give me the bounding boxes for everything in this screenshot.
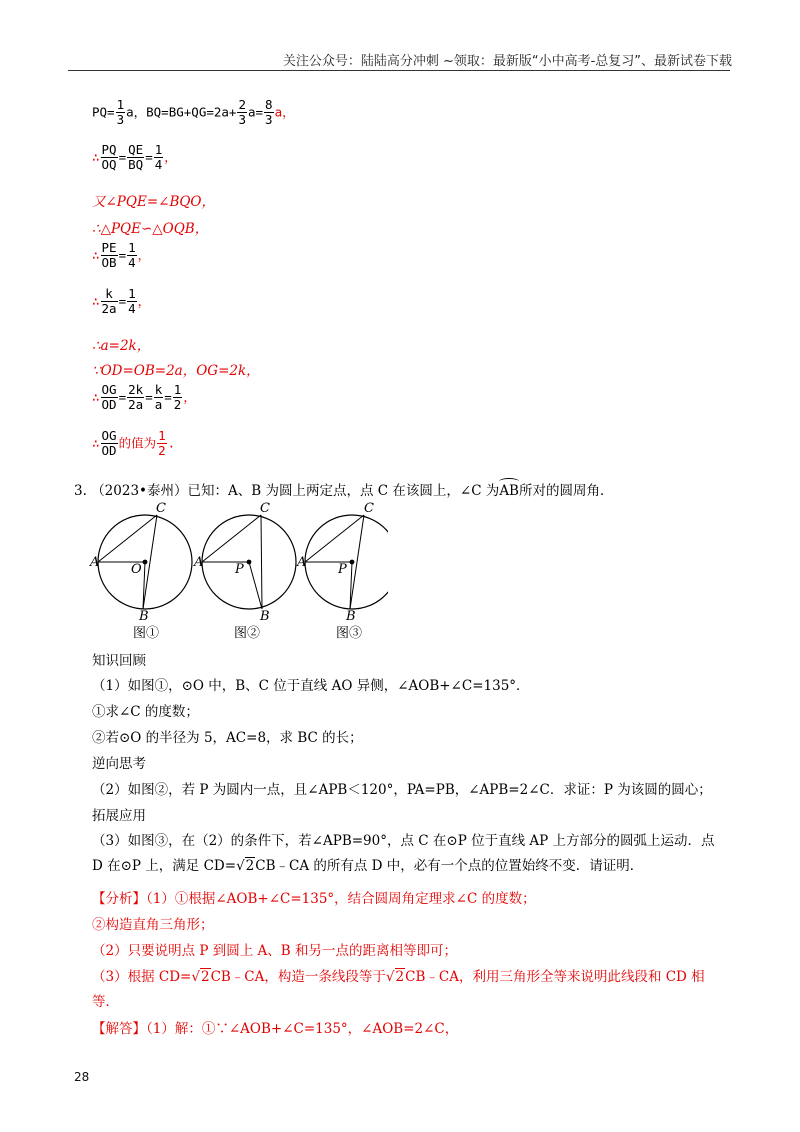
radicand: 2 xyxy=(395,969,405,985)
denominator: 3 xyxy=(116,112,125,128)
denominator: 4 xyxy=(128,301,136,317)
segment-pb xyxy=(249,562,262,609)
numerator: 1 xyxy=(173,382,182,397)
header-rule xyxy=(68,70,730,71)
text-segment: 所对的圆周角． xyxy=(518,483,614,499)
fraction xyxy=(127,383,144,413)
text-segment: （3）根据 CD= xyxy=(92,969,192,985)
solution-line-6 xyxy=(92,287,150,317)
numerator: 1 xyxy=(128,240,136,255)
radicand: 2 xyxy=(200,969,210,985)
section-review: 知识回顾 xyxy=(92,653,146,669)
text-segment: ， xyxy=(137,293,151,309)
fraction xyxy=(101,383,118,413)
question-3-line-2 xyxy=(92,854,643,874)
figure-caption: 图② xyxy=(234,626,261,640)
label-center: O xyxy=(131,562,142,577)
numerator: k xyxy=(154,382,163,397)
solution-line-8: ∵OD=OB=2a，OG=2k， xyxy=(92,363,260,379)
numerator: 8 xyxy=(265,97,273,112)
solution-line-5 xyxy=(92,241,150,271)
figures xyxy=(88,500,388,640)
solution-line-2 xyxy=(92,143,177,173)
label-b: B xyxy=(139,609,149,624)
label-c: C xyxy=(260,501,270,516)
equals: = xyxy=(145,149,153,165)
text-segment: CB﹣CA 的所有点 D 中，必有一个点的位置始终不变．请证明． xyxy=(255,858,644,874)
equals: = xyxy=(118,293,127,309)
text-segment: CB﹣CA，利用三角形全等来说明此线段和 CD 相 xyxy=(405,969,705,985)
text-segment: （1）①根据∠AOB+∠C=135°，结合圆周角定理求∠C 的度数； xyxy=(146,891,536,907)
fraction xyxy=(116,98,126,128)
therefore-symbol: ∴ xyxy=(92,435,100,451)
text-segment: 的值为 xyxy=(118,435,157,451)
analysis-line-5: 等． xyxy=(92,994,119,1010)
numerator: k xyxy=(101,287,118,302)
fraction xyxy=(237,98,247,128)
analysis-line-3: （2）只要说明点 P 到圆上 A、B 和另一点的距离相等即可； xyxy=(92,943,458,959)
text-segment: （1）解：①∵∠AOB+∠C=135°，∠AOB=2∠C， xyxy=(146,1021,459,1037)
denominator: 2 xyxy=(158,443,166,459)
fraction xyxy=(154,143,164,173)
equals: = xyxy=(145,389,153,405)
denominator: OD xyxy=(101,397,117,413)
section-reverse: 逆向思考 xyxy=(92,756,146,772)
numerator: PE xyxy=(101,240,117,255)
solution-line-3: 又∠PQE=∠BQO， xyxy=(92,194,215,210)
solution-line-10 xyxy=(92,429,175,459)
denominator: OD xyxy=(101,443,117,459)
sqrt: √2 xyxy=(236,858,255,874)
solution-tag: 【解答】 xyxy=(92,1021,146,1037)
question-1a: ①求∠C 的度数； xyxy=(92,704,199,720)
center-dot xyxy=(247,560,252,565)
label-b: B xyxy=(346,609,356,624)
denominator: 2a xyxy=(128,397,144,413)
label-a: A xyxy=(297,555,307,570)
fraction xyxy=(101,429,118,459)
analysis-tag: 【分析】 xyxy=(92,891,146,907)
numerator: OG xyxy=(101,428,117,443)
denominator: 4 xyxy=(128,255,136,271)
analysis-line-2: ②构造直角三角形； xyxy=(92,917,214,933)
numerator: 1 xyxy=(154,142,163,157)
denominator: OB xyxy=(101,255,117,271)
segment-cb xyxy=(261,515,262,609)
text-segment: D 在⊙P 上，满足 CD= xyxy=(92,858,237,874)
denominator: BQ xyxy=(128,157,144,173)
question-1b: ②若⊙O 的半径为 5，AC=8，求 BC 的长； xyxy=(92,730,363,746)
numerator: 2k xyxy=(128,382,144,397)
problem-number: 3. xyxy=(74,483,87,499)
text-segment: ， xyxy=(164,149,177,165)
arc-label: AB xyxy=(499,483,519,499)
segment-ac xyxy=(98,515,157,562)
numerator: 1 xyxy=(128,286,136,301)
equals: = xyxy=(118,389,127,405)
denominator: 3 xyxy=(238,112,246,128)
numerator: 1 xyxy=(116,97,125,112)
problem-3-intro xyxy=(74,479,613,499)
page-header: 关注公众号：陆陆高分冲刺 ~领取：最新版“小中高考-总复习”、最新试卷下载 xyxy=(282,54,732,69)
fraction xyxy=(154,383,164,413)
numerator: 2 xyxy=(238,97,246,112)
fraction xyxy=(127,287,137,317)
numerator: QE xyxy=(128,142,144,157)
therefore-symbol: ∴ xyxy=(92,293,100,309)
question-2: （2）如图②，若 P 为圆内一点，且∠APB＜120°，PA=PB，∠APB=2∠C．求证：P 为该圆的圆心； xyxy=(92,782,712,798)
center-dot xyxy=(143,560,148,565)
label-a: A xyxy=(90,555,100,570)
fraction xyxy=(157,429,167,459)
fraction xyxy=(264,98,274,128)
label-c: C xyxy=(364,501,374,516)
question-3-line-1: （3）如图③，在（2）的条件下，若∠APB=90°，点 C 在⊙P 位于直线 AP 上方部分的圆弧上运动．点 xyxy=(92,833,715,849)
analysis-line-1 xyxy=(92,887,536,907)
denominator: 2 xyxy=(173,397,182,413)
figure-3 xyxy=(296,501,388,640)
numerator: OG xyxy=(101,382,117,397)
fraction xyxy=(101,287,118,317)
text-segment: a，BQ=BG+QG=2a+ xyxy=(126,104,237,120)
equals: = xyxy=(118,149,127,165)
radicand: 2 xyxy=(245,858,255,874)
section-extension: 拓展应用 xyxy=(92,808,146,824)
solution-line-9 xyxy=(92,383,196,413)
text-segment: ， xyxy=(137,247,151,263)
label-center: P xyxy=(338,562,347,577)
text-segment: PQ= xyxy=(92,104,115,120)
equals: = xyxy=(118,247,127,263)
label-c: C xyxy=(156,501,166,516)
denominator: 2a xyxy=(101,301,117,317)
fraction xyxy=(101,143,118,173)
denominator: 3 xyxy=(265,112,273,128)
text-segment: a= xyxy=(247,104,264,120)
label-center: P xyxy=(235,562,244,577)
fraction xyxy=(127,241,137,271)
segment-ac xyxy=(305,515,364,562)
segment-ac xyxy=(202,515,261,562)
denominator: a xyxy=(154,397,163,413)
text-segment: ， xyxy=(183,389,196,405)
therefore-symbol: ∴ xyxy=(92,389,100,405)
text-segment: . xyxy=(167,435,176,451)
fraction xyxy=(127,143,144,173)
arc-mark xyxy=(499,478,519,485)
analysis-line-4 xyxy=(92,965,705,985)
denominator: OQ xyxy=(101,157,117,173)
figure-1 xyxy=(89,501,192,640)
question-1: （1）如图①，⊙O 中，B、C 位于直线 AO 异侧，∠AOB+∠C=135°． xyxy=(92,678,530,694)
solution-line-1 xyxy=(92,98,295,128)
equals: = xyxy=(164,389,172,405)
fraction xyxy=(101,241,118,271)
label-a: A xyxy=(194,555,204,570)
page-number: 28 xyxy=(74,1070,90,1084)
center-dot xyxy=(350,560,355,565)
figure-caption: 图① xyxy=(133,626,160,640)
numerator: PQ xyxy=(101,142,117,157)
denominator: 4 xyxy=(154,157,163,173)
arc-ab xyxy=(499,483,519,499)
solution-start xyxy=(92,1017,458,1037)
numerator: 1 xyxy=(158,428,166,443)
solution-line-7: ∴a=2k， xyxy=(92,338,151,354)
text-segment: CB﹣CA，构造一条线段等于 xyxy=(210,969,386,985)
therefore-symbol: ∴ xyxy=(92,149,100,165)
figure-caption: 图③ xyxy=(336,626,363,640)
sqrt: √2 xyxy=(385,969,405,985)
figure-2 xyxy=(193,501,296,640)
label-b: B xyxy=(260,609,270,624)
sqrt: √2 xyxy=(191,969,210,985)
fraction xyxy=(173,383,183,413)
text-segment: a， xyxy=(274,104,295,120)
text-segment: （2023•泰州）已知：A、B 为圆上两定点，点 C 在该圆上，∠C 为 xyxy=(91,483,500,499)
therefore-symbol: ∴ xyxy=(92,247,100,263)
solution-line-4: ∴△PQE∽△OQB， xyxy=(92,221,209,237)
